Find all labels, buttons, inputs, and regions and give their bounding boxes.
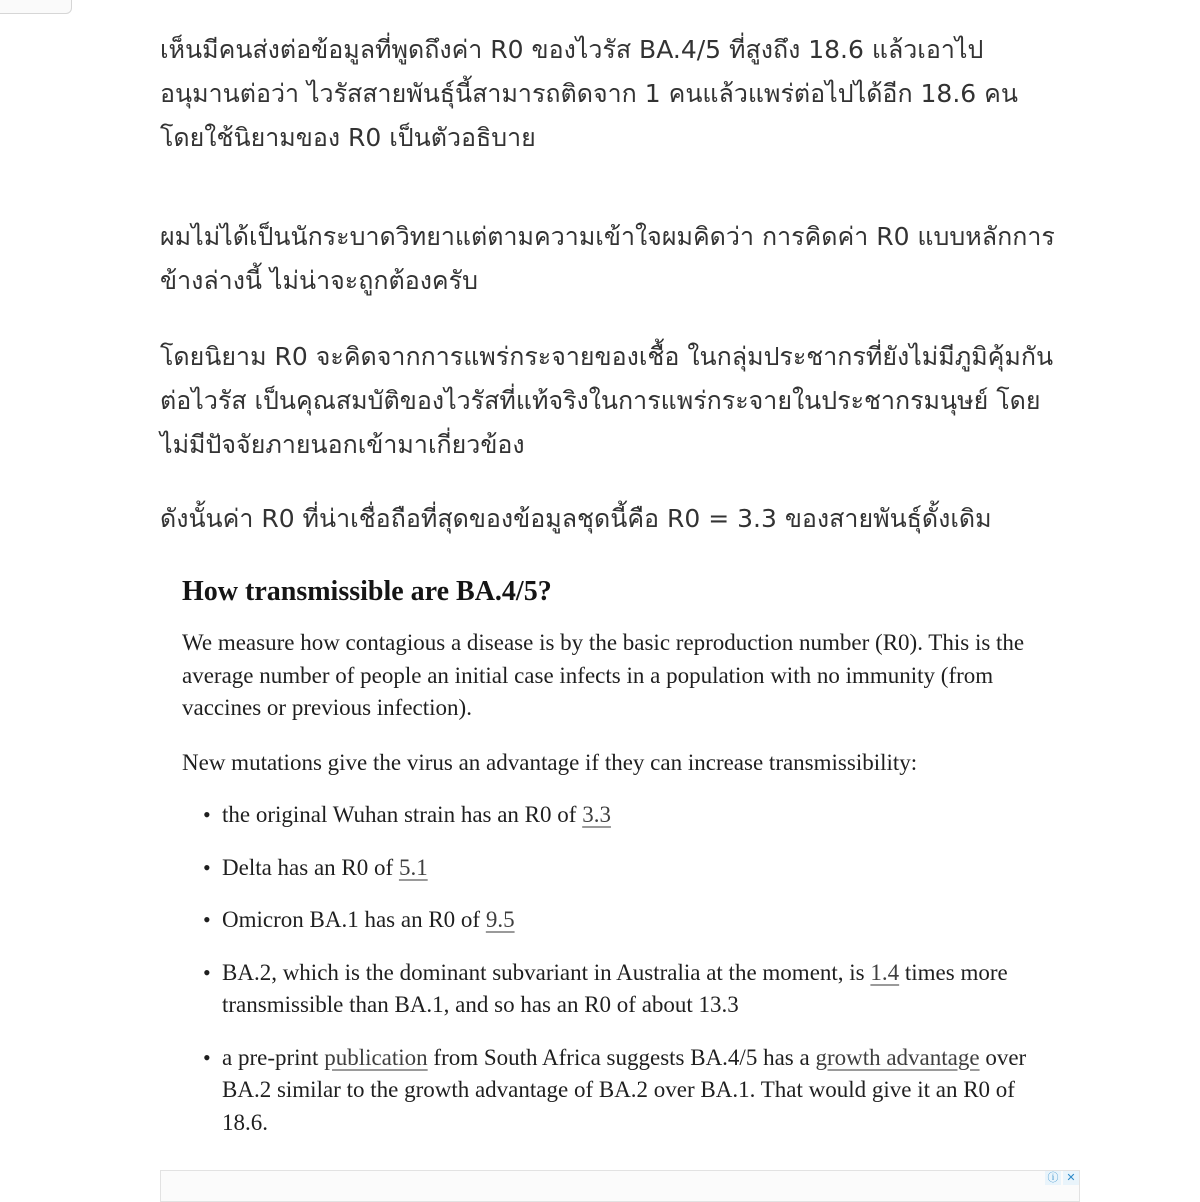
list-item <box>182 957 1042 1022</box>
strain-list <box>182 799 1042 1139</box>
top-left-tab[interactable] <box>0 0 72 14</box>
source-link-publication[interactable]: publication <box>324 1044 428 1070</box>
close-icon[interactable]: ✕ <box>1063 1171 1079 1185</box>
ad-banner[interactable] <box>160 1170 1080 1202</box>
list-item <box>182 904 1042 937</box>
quote-paragraph-2: New mutations give the virus an advantage if they can increase transmissibility: <box>182 749 918 775</box>
post-paragraph-1: เห็นมีคนส่งต่อข้อมูลที่พูดถึงค่า R0 ของไวรัส BA.4/5 ที่สูงถึง 18.6 แล้วเอาไปอนุมานต่อว่า ไวรัสสายพันธุ์นี้สามารถติดจาก 1 คนแล้วแพร่ต่อไปได้อีก 18.6 คน โดยใช้นิยามของ R0 เป็นตัวอธิบาย <box>160 35 1018 152</box>
list-item-text: from South Africa suggests BA.4/5 has a <box>427 1044 816 1070</box>
post-paragraph-4: ดังนั้นค่า R0 ที่น่าเชื่อถือที่สุดของข้อมูลชุดนี้คือ R0 = 3.3 ของสายพันธุ์ดั้งเดิม <box>160 504 992 533</box>
post-paragraph-3: โดยนิยาม R0 จะคิดจากการแพร่กระจายของเชื้อ ในกลุ่มประชากรที่ยังไม่มีภูมิคุ้มกันต่อไวรัส เป็นคุณสมบัติของไวรัสที่แท้จริงในการแพร่กระจายในประชากรมนุษย์ โดยไม่มีปัจจัยภายนอกเข้ามาเกี่ยวข้อง <box>160 342 1054 459</box>
list-item <box>182 1042 1042 1140</box>
source-link-ba2[interactable]: 1.4 <box>870 959 900 985</box>
post-paragraph-2: ผมไม่ได้เป็นนักระบาดวิทยาแต่ตามความเข้าใจผมคิดว่า การคิดค่า R0 แบบหลักการข้างล่างนี้ ไม่น่าจะถูกต้องครับ <box>160 222 1055 295</box>
quote-heading: How transmissible are BA.4/5? <box>182 576 552 607</box>
info-icon[interactable]: ⓘ <box>1045 1171 1061 1185</box>
bullet-glyph: • <box>203 907 211 932</box>
bullet-glyph: • <box>203 854 211 880</box>
bullet-glyph: • <box>203 1044 211 1070</box>
bullet-glyph: • <box>203 959 211 985</box>
list-item-text: Omicron BA.1 has an R0 of <box>222 907 486 932</box>
source-link-wuhan[interactable]: 3.3 <box>582 802 611 827</box>
source-link-growth-advantage[interactable]: growth advantage <box>815 1044 980 1070</box>
list-item <box>182 852 1042 885</box>
list-item-text: times more transmissible than BA.1, and so has an R0 of about 13.3 <box>222 959 1008 1017</box>
post-body <box>160 28 1060 541</box>
ad-choices <box>1039 1171 1079 1185</box>
list-item-text: Delta has an R0 of <box>222 854 399 880</box>
quote-paragraph-1: We measure how contagious a disease is by the basic reproduction number (R0). This is the average number of people an initial case infects in a population with no immunity (from vaccines or previous infection). <box>182 630 1025 720</box>
quoted-article-image <box>182 572 1042 1159</box>
list-item-text: BA.2, which is the dominant subvariant in Australia at the moment, is <box>222 959 871 985</box>
source-link-ba1[interactable]: 9.5 <box>485 907 515 932</box>
bullet-glyph: • <box>203 802 211 827</box>
source-link-delta[interactable]: 5.1 <box>398 854 428 880</box>
list-item-text: a pre-print <box>222 1044 325 1070</box>
list-item <box>182 799 1042 832</box>
list-item-text: over BA.2 similar to the growth advantage of BA.2 over BA.1. That would give it an R0 of 18.6. <box>222 1044 1027 1135</box>
list-item-text: the original Wuhan strain has an R0 of <box>222 802 583 827</box>
